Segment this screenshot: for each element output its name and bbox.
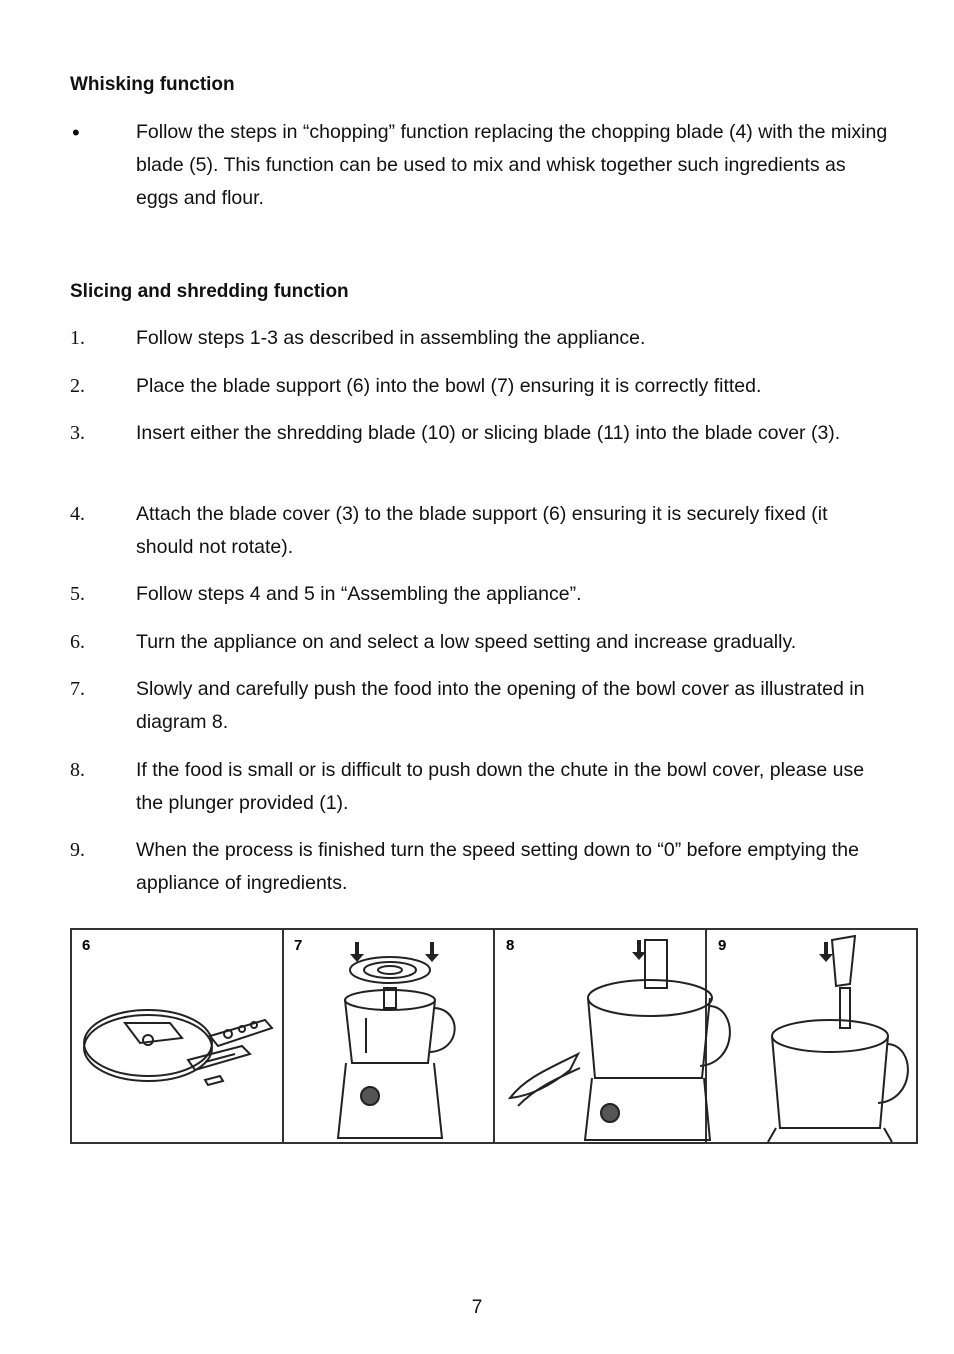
whisking-bullet-item — [70, 116, 890, 215]
step-number: 4. — [70, 503, 85, 525]
step-text: Insert either the shredding blade (10) or slicing blade (11) into the blade cover (3). — [136, 422, 841, 444]
step-number: 8. — [70, 759, 85, 781]
step-number: 1. — [70, 327, 85, 349]
step-text: When the process is finished turn the speed setting down to “0” before emptying the appliance of ingredients. — [136, 839, 859, 894]
step-item — [70, 370, 890, 403]
panel-label: 7 — [294, 937, 303, 954]
step-item — [70, 578, 890, 611]
assembly-diagram-strip — [70, 928, 918, 1144]
step-item — [70, 754, 890, 820]
panel-label: 6 — [82, 937, 91, 954]
step-number: 7. — [70, 678, 85, 700]
whisking-heading: Whisking function — [70, 74, 235, 95]
step-text: Place the blade support (6) into the bowl (7) ensuring it is correctly fitted. — [136, 375, 762, 397]
bullet-marker: • — [72, 120, 80, 145]
step-number: 9. — [70, 839, 85, 861]
step-item — [70, 498, 890, 564]
page-number: 7 — [471, 1297, 483, 1318]
step-text: Slowly and carefully push the food into the opening of the bowl cover as illustrated in diagram 8. — [136, 678, 865, 733]
panel-label: 8 — [506, 937, 515, 954]
step-item — [70, 322, 890, 355]
step-number: 3. — [70, 422, 85, 444]
whisking-text: Follow the steps in “chopping” function replacing the chopping blade (4) with the mixing blade (5). This function can be used to mix and whisk together such ingredients as eggs and flour. — [136, 121, 888, 209]
step-number: 6. — [70, 631, 85, 653]
step-text: Attach the blade cover (3) to the blade support (6) ensuring it is securely fixed (it should not rotate). — [136, 503, 828, 558]
step-text: Turn the appliance on and select a low speed setting and increase gradually. — [136, 631, 797, 653]
panel-label: 9 — [718, 937, 727, 954]
step-item — [70, 834, 890, 900]
slicing-heading: Slicing and shredding function — [70, 281, 349, 302]
step-item — [70, 626, 890, 659]
step-text: Follow steps 1-3 as described in assembling the appliance. — [136, 327, 646, 349]
step-number: 5. — [70, 583, 85, 605]
step-item — [70, 417, 890, 450]
step-item — [70, 673, 890, 739]
step-text: Follow steps 4 and 5 in “Assembling the appliance”. — [136, 583, 582, 605]
step-text: If the food is small or is difficult to push down the chute in the bowl cover, please use the plunger provided (1). — [136, 759, 865, 814]
step-number: 2. — [70, 375, 85, 397]
